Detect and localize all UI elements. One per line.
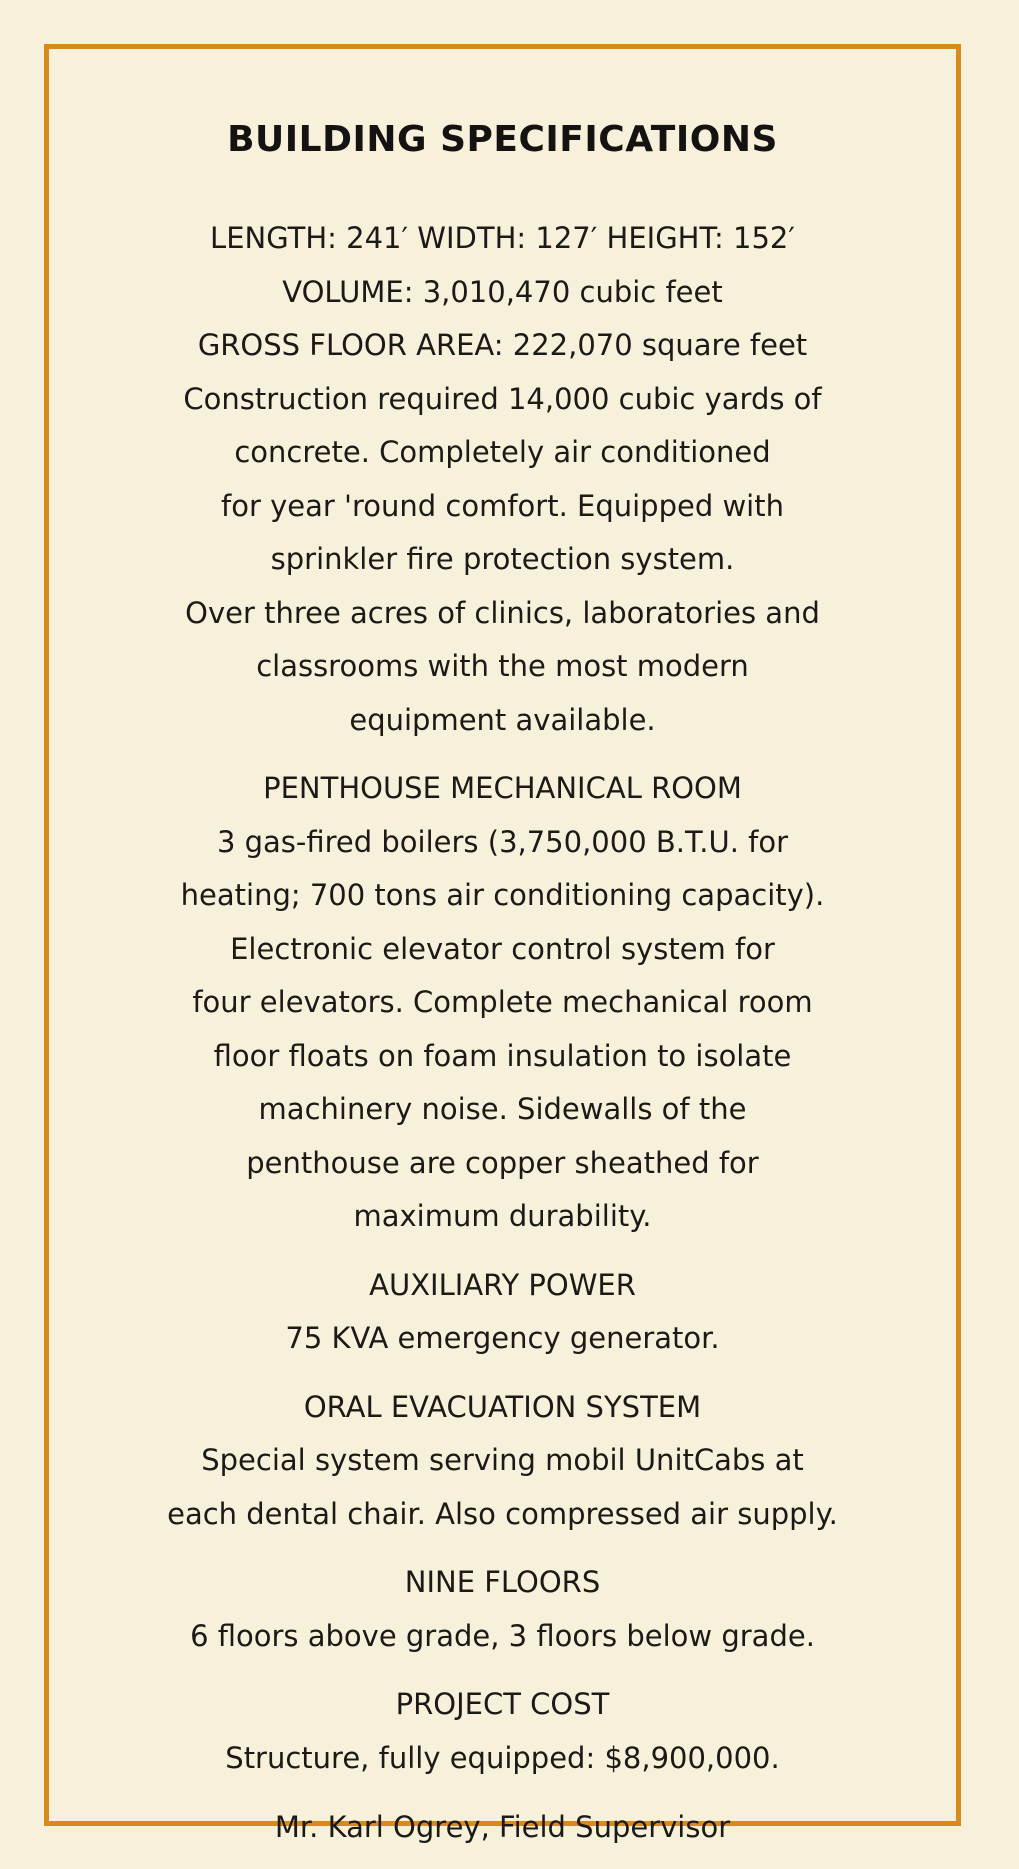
section-text-line: penthouse are copper sheathed for: [246, 1145, 759, 1180]
section-text-line: maximum durability.: [353, 1199, 652, 1233]
intro-text-line: classrooms with the most modern: [256, 649, 749, 683]
section-oral-evacuation-system: [49, 1381, 956, 1542]
section-text-line: 6 floors above grade, 3 floors below grade.: [190, 1618, 815, 1653]
dimensions-line: LENGTH: 241′ WIDTH: 127′ HEIGHT: 152′: [210, 221, 795, 255]
section-text-line: 75 KVA emergency generator.: [285, 1321, 720, 1355]
document-border: [44, 44, 961, 1844]
section-heading: ORAL EVACUATION SYSTEM: [303, 1389, 702, 1424]
section-heading: PROJECT COST: [395, 1687, 610, 1721]
signature-line: Mr. Karl Ogrey, Field Supervisor: [274, 1810, 731, 1844]
intro-text-line: sprinkler fire protection system.: [270, 542, 735, 576]
section-text-line: Electronic elevator control system for: [230, 931, 775, 966]
section-text-line: Structure, fully equipped: $8,900,000.: [225, 1740, 780, 1775]
section-auxiliary-power: [49, 1259, 956, 1366]
floor-area-line: GROSS FLOOR AREA: 222,070 square feet: [197, 328, 808, 362]
section-text-line: floor floats on foam insulation to isolate: [213, 1038, 792, 1073]
section-text-line: Special system serving mobil UnitCabs at: [201, 1443, 804, 1477]
intro-text-line: Construction required 14,000 cubic yards of: [183, 381, 822, 416]
section-nine-floors: [49, 1556, 956, 1663]
intro-text-line: Over three acres of clinics, laboratories and: [185, 595, 820, 630]
section-text-line: 3 gas-fired boilers (3,750,000 B.T.U. for: [216, 824, 789, 859]
section-heading: NINE FLOORS: [404, 1565, 601, 1599]
section-penthouse-mechanical-room: [49, 762, 956, 1244]
section-project-cost: [49, 1678, 956, 1785]
section-text-line: machinery noise. Sidewalls of the: [258, 1092, 747, 1126]
intro-text-line: concrete. Completely air conditioned: [234, 435, 771, 469]
section-text-line: each dental chair. Also compressed air supply.: [167, 1496, 838, 1531]
intro-block: [49, 212, 956, 747]
section-heading: AUXILIARY POWER: [369, 1267, 636, 1302]
section-text-line: four elevators. Complete mechanical room: [192, 985, 813, 1019]
intro-text-line: equipment available.: [349, 702, 656, 737]
intro-text-line: for year 'round comfort. Equipped with: [221, 488, 784, 523]
section-text-line: heating; 700 tons air conditioning capacity).: [180, 878, 825, 912]
volume-line: VOLUME: 3,010,470 cubic feet: [282, 274, 723, 309]
page-title: BUILDING SPECIFICATIONS: [227, 119, 778, 160]
section-heading: PENTHOUSE MECHANICAL ROOM: [263, 771, 742, 805]
specifications-content: [49, 119, 956, 1855]
